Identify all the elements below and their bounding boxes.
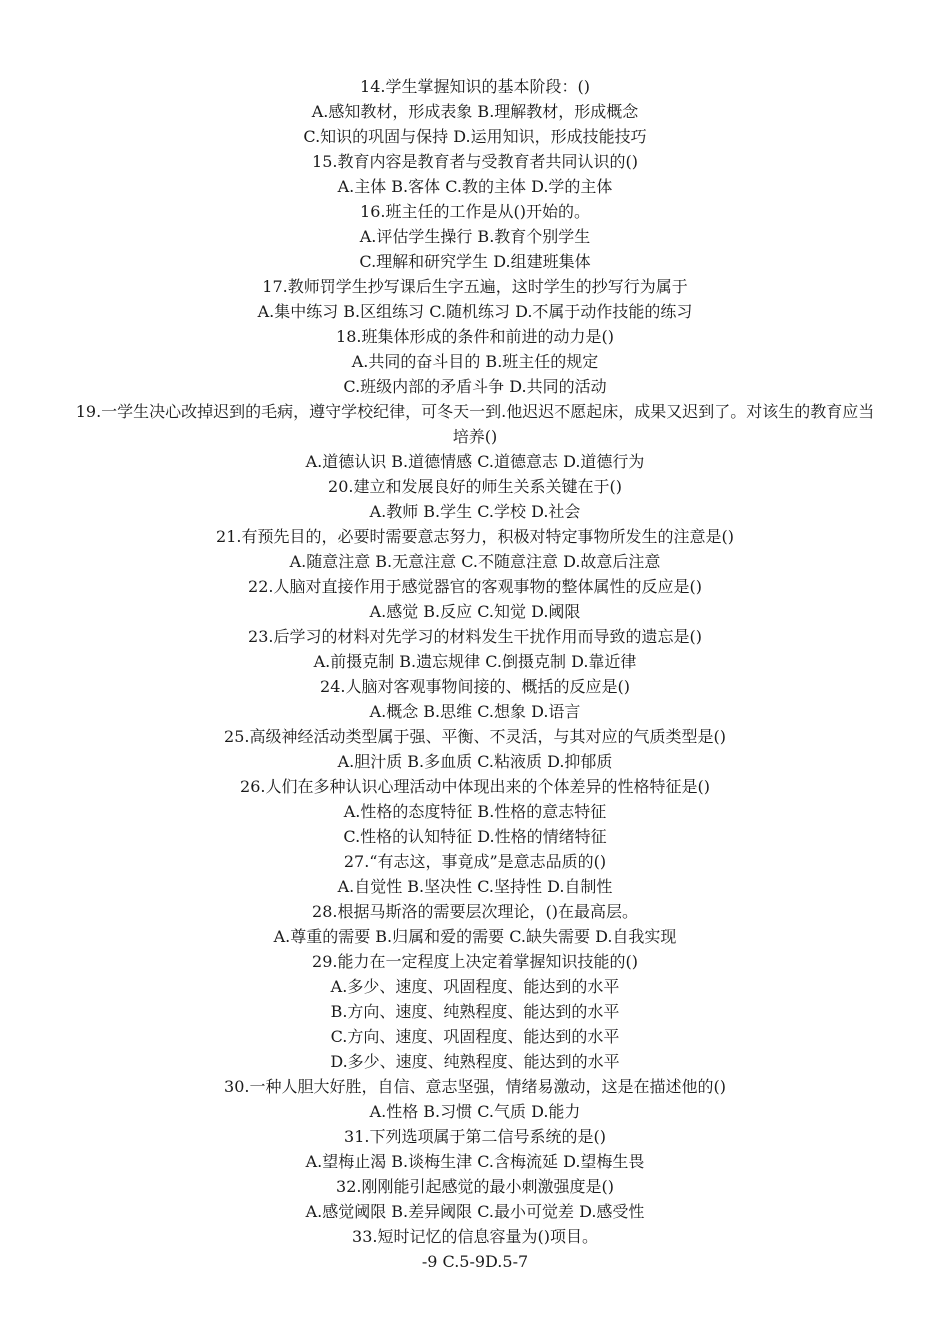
question-19: 19.一学生决心改掉迟到的毛病，遵守学校纪律，可冬天一到.他迟迟不愿起床，成果又迟到了。对该生的教育应当培养() bbox=[75, 402, 875, 446]
question-29-option-a: A.多少、速度、巩固程度、能达到的水平 bbox=[330, 977, 620, 996]
question-17: 17.教师罚学生抄写课后生字五遍，这时学生的抄写行为属于 bbox=[262, 277, 688, 296]
question-16-options-cd: C.理解和研究学生 D.组建班集体 bbox=[359, 252, 591, 271]
document-page bbox=[0, 74, 950, 1274]
question-28: 28.根据马斯洛的需要层次理论，()在最高层。 bbox=[312, 902, 638, 921]
question-15: 15.教育内容是教育者与受教育者共同认识的() bbox=[312, 152, 638, 171]
question-29-option-c: C.方向、速度、巩固程度、能达到的水平 bbox=[330, 1027, 620, 1046]
question-26-options-cd: C.性格的认知特征 D.性格的情绪特征 bbox=[343, 827, 607, 846]
question-18-options-cd: C.班级内部的矛盾斗争 D.共同的活动 bbox=[343, 377, 607, 396]
question-18-options-ab: A.共同的奋斗目的 B.班主任的规定 bbox=[351, 352, 599, 371]
question-27: 27.“有志这，事竟成”是意志品质的() bbox=[343, 852, 607, 871]
question-16-options-ab: A.评估学生操行 B.教育个别学生 bbox=[359, 227, 591, 246]
question-19-options: A.道德认识 B.道德情感 C.道德意志 D.道德行为 bbox=[305, 452, 645, 471]
question-32-options: A.感觉阈限 B.差异阈限 C.最小可觉差 D.感受性 bbox=[305, 1202, 645, 1221]
question-20: 20.建立和发展良好的师生关系关键在于() bbox=[328, 477, 622, 496]
question-25-options: A.胆汁质 B.多血质 C.粘液质 D.抑郁质 bbox=[337, 752, 613, 771]
question-26: 26.人们在多种认识心理活动中体现出来的个体差异的性格特征是() bbox=[240, 777, 710, 796]
question-14: 14.学生掌握知识的基本阶段：() bbox=[360, 77, 590, 96]
question-24: 24.人脑对客观事物间接的、概括的反应是() bbox=[320, 677, 630, 696]
question-15-options: A.主体 B.客体 C.教的主体 D.学的主体 bbox=[337, 177, 613, 196]
question-23-options: A.前摄克制 B.遗忘规律 C.倒摄克制 D.靠近律 bbox=[313, 652, 637, 671]
question-27-options: A.自觉性 B.坚决性 C.坚持性 D.自制性 bbox=[337, 877, 613, 896]
question-14-options-cd: C.知识的巩固与保持 D.运用知识，形成技能技巧 bbox=[303, 127, 647, 146]
question-14-options-ab: A.感知教材，形成表象 B.理解教材，形成概念 bbox=[311, 102, 639, 121]
question-29: 29.能力在一定程度上决定着掌握知识技能的() bbox=[312, 952, 638, 971]
question-22-options: A.感觉 B.反应 C.知觉 D.阈限 bbox=[369, 602, 581, 621]
question-24-options: A.概念 B.思维 C.想象 D.语言 bbox=[369, 702, 581, 721]
question-26-options-ab: A.性格的态度特征 B.性格的意志特征 bbox=[343, 802, 607, 821]
question-23: 23.后学习的材料对先学习的材料发生干扰作用而导致的遗忘是() bbox=[248, 627, 702, 646]
question-30-options: A.性格 B.习惯 C.气质 D.能力 bbox=[369, 1102, 581, 1121]
question-33-options: -9 C.5-9D.5-7 bbox=[421, 1252, 529, 1271]
question-17-options: A.集中练习 B.区组练习 C.随机练习 D.不属于动作技能的练习 bbox=[257, 302, 693, 321]
question-31: 31.下列选项属于第二信号系统的是() bbox=[344, 1127, 606, 1146]
question-31-options: A.望梅止渴 B.谈梅生津 C.含梅流延 D.望梅生畏 bbox=[305, 1152, 645, 1171]
question-16: 16.班主任的工作是从()开始的。 bbox=[360, 202, 590, 221]
question-20-options: A.教师 B.学生 C.学校 D.社会 bbox=[369, 502, 581, 521]
question-21-options: A.随意注意 B.无意注意 C.不随意注意 D.故意后注意 bbox=[289, 552, 661, 571]
question-25: 25.高级神经活动类型属于强、平衡、不灵活，与其对应的气质类型是() bbox=[224, 727, 726, 746]
question-30: 30.一种人胆大好胜，自信、意志坚强，情绪易激动，这是在描述他的() bbox=[224, 1077, 726, 1096]
question-18: 18.班集体形成的条件和前进的动力是() bbox=[336, 327, 614, 346]
question-21: 21.有预先目的，必要时需要意志努力，积极对特定事物所发生的注意是() bbox=[216, 527, 734, 546]
question-29-option-d: D.多少、速度、纯熟程度、能达到的水平 bbox=[330, 1052, 620, 1071]
question-33: 33.短时记忆的信息容量为()项目。 bbox=[352, 1227, 598, 1246]
question-29-option-b: B.方向、速度、纯熟程度、能达到的水平 bbox=[330, 1002, 620, 1021]
question-22: 22.人脑对直接作用于感觉器官的客观事物的整体属性的反应是() bbox=[248, 577, 702, 596]
question-32: 32.刚刚能引起感觉的最小刺激强度是() bbox=[336, 1177, 614, 1196]
question-28-options: A.尊重的需要 B.归属和爱的需要 C.缺失需要 D.自我实现 bbox=[273, 927, 677, 946]
